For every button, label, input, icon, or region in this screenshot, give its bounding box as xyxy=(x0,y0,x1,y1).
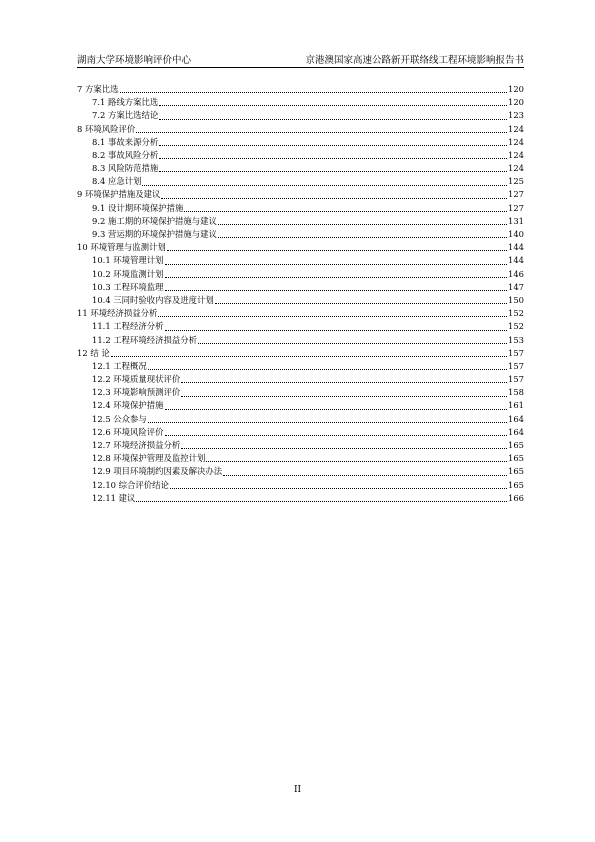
toc-dot-leader xyxy=(159,157,507,159)
toc-section-entry[interactable] xyxy=(77,202,524,215)
toc-chapter-entry[interactable] xyxy=(77,307,524,320)
toc-dot-leader xyxy=(165,408,507,410)
toc-dot-leader xyxy=(198,342,507,344)
toc-dot-leader xyxy=(148,368,507,370)
toc-section-entry[interactable] xyxy=(77,294,524,307)
toc-section-entry[interactable] xyxy=(77,149,524,162)
toc-entry-title: 12.11 建议 xyxy=(92,492,136,503)
toc-section-entry[interactable] xyxy=(77,320,524,333)
toc-dot-leader xyxy=(111,355,507,357)
toc-section-entry[interactable] xyxy=(77,281,524,294)
toc-entry-title: 11 环境经济损益分析 xyxy=(77,308,158,319)
toc-entry-title: 10.3 工程环境监理 xyxy=(92,281,164,292)
toc-dot-leader xyxy=(215,302,507,304)
page-number: II xyxy=(293,785,302,795)
toc-entry-title: 10.4 三同时验收内容及进度计划 xyxy=(92,294,214,305)
toc-entry-page: 125 xyxy=(508,176,524,187)
toc-section-entry[interactable] xyxy=(77,268,524,281)
toc-dot-leader xyxy=(142,184,507,186)
toc-section-entry[interactable] xyxy=(77,439,524,452)
toc-section-entry[interactable] xyxy=(77,334,524,347)
toc-dot-leader xyxy=(136,500,507,502)
toc-entry-page: 166 xyxy=(508,492,524,503)
toc-entry-page: 150 xyxy=(508,294,524,305)
toc-entry-title: 11.1 工程经济分析 xyxy=(92,321,164,332)
toc-entry-page: 124 xyxy=(508,149,524,160)
toc-section-entry[interactable] xyxy=(77,175,524,188)
toc-entry-title: 9.2 施工期的环境保护措施与建议 xyxy=(92,215,217,226)
toc-section-entry[interactable] xyxy=(77,413,524,426)
toc-entry-title: 12.7 环境经济损益分析 xyxy=(92,440,181,451)
toc-section-entry[interactable] xyxy=(77,386,524,399)
toc-chapter-entry[interactable] xyxy=(77,347,524,360)
toc-section-entry[interactable] xyxy=(77,215,524,228)
toc-chapter-entry[interactable] xyxy=(77,83,524,96)
toc-section-entry[interactable] xyxy=(77,465,524,478)
toc-dot-leader xyxy=(148,421,507,423)
toc-section-entry[interactable] xyxy=(77,479,524,492)
table-of-contents xyxy=(77,83,524,505)
toc-entry-title: 9.1 设计期环境保护措施 xyxy=(92,202,184,213)
toc-entry-title: 8.2 事故风险分析 xyxy=(92,149,159,160)
toc-entry-title: 10.1 环境管理计划 xyxy=(92,255,164,266)
toc-entry-title: 12.2 环境质量现状评价 xyxy=(92,374,181,385)
header-left-text: 湖南大学环境影响评价中心 xyxy=(77,55,192,66)
toc-entry-title: 12 结 论 xyxy=(77,347,110,358)
toc-dot-leader xyxy=(165,329,507,331)
toc-dot-leader xyxy=(120,91,508,93)
toc-entry-title: 12.10 综合评价结论 xyxy=(92,479,169,490)
toc-entry-title: 12.9 项目环境制约因素及解决办法 xyxy=(92,466,223,477)
toc-entry-page: 120 xyxy=(508,97,524,108)
toc-section-entry[interactable] xyxy=(77,162,524,175)
toc-entry-title: 7.1 路线方案比选 xyxy=(92,97,159,108)
toc-entry-page: 124 xyxy=(508,123,524,134)
toc-dot-leader xyxy=(184,210,507,212)
toc-entry-page: 140 xyxy=(508,229,524,240)
toc-dot-leader xyxy=(165,276,507,278)
toc-entry-title: 8 环境风险评价 xyxy=(77,123,136,134)
toc-dot-leader xyxy=(136,131,507,133)
toc-entry-page: 161 xyxy=(508,400,524,411)
toc-entry-title: 12.4 环境保护措施 xyxy=(92,400,164,411)
toc-dot-leader xyxy=(170,487,507,489)
toc-entry-title: 8.3 风险防范措施 xyxy=(92,163,159,174)
toc-section-entry[interactable] xyxy=(77,452,524,465)
toc-dot-leader xyxy=(165,263,507,265)
toc-entry-page: 144 xyxy=(508,255,524,266)
toc-entry-page: 124 xyxy=(508,136,524,147)
toc-dot-leader xyxy=(158,315,507,317)
toc-section-entry[interactable] xyxy=(77,400,524,413)
toc-dot-leader xyxy=(223,474,507,476)
toc-section-entry[interactable] xyxy=(77,136,524,149)
toc-entry-page: 157 xyxy=(508,347,524,358)
page-header xyxy=(77,54,524,68)
toc-section-entry[interactable] xyxy=(77,426,524,439)
toc-entry-title: 8.1 事故来源分析 xyxy=(92,136,159,147)
toc-entry-page: 124 xyxy=(508,163,524,174)
toc-entry-page: 164 xyxy=(508,413,524,424)
toc-entry-page: 153 xyxy=(508,334,524,345)
toc-dot-leader xyxy=(159,104,507,106)
toc-entry-page: 131 xyxy=(508,215,524,226)
toc-dot-leader xyxy=(206,460,507,462)
toc-entry-page: 127 xyxy=(508,202,524,213)
toc-entry-page: 120 xyxy=(508,83,524,94)
toc-dot-leader xyxy=(159,144,507,146)
toc-entry-page: 152 xyxy=(508,321,524,332)
toc-dot-leader xyxy=(181,381,507,383)
toc-section-entry[interactable] xyxy=(77,109,524,122)
header-right-text: 京港澳国家高速公路新开联络线工程环境影响报告书 xyxy=(305,55,524,66)
toc-chapter-entry[interactable] xyxy=(77,189,524,202)
toc-entry-title: 12.8 环境保护管理及监控计划 xyxy=(92,453,206,464)
toc-entry-page: 157 xyxy=(508,374,524,385)
toc-entry-page: 158 xyxy=(508,387,524,398)
toc-entry-title: 12.6 环境风险评价 xyxy=(92,426,164,437)
toc-entry-title: 11.2 工程环境经济损益分析 xyxy=(92,334,198,345)
toc-section-entry[interactable] xyxy=(77,373,524,386)
toc-dot-leader xyxy=(161,197,507,199)
toc-chapter-entry[interactable] xyxy=(77,123,524,136)
toc-entry-page: 165 xyxy=(508,479,524,490)
toc-section-entry[interactable] xyxy=(77,228,524,241)
toc-chapter-entry[interactable] xyxy=(77,241,524,254)
toc-section-entry[interactable] xyxy=(77,360,524,373)
toc-entry-title: 8.4 应急计划 xyxy=(92,176,142,187)
toc-section-entry[interactable] xyxy=(77,492,524,505)
toc-entry-title: 12.3 环境影响预测评价 xyxy=(92,387,181,398)
toc-dot-leader xyxy=(181,395,507,397)
toc-entry-page: 123 xyxy=(508,110,524,121)
toc-dot-leader xyxy=(159,118,507,120)
toc-entry-page: 165 xyxy=(508,466,524,477)
toc-entry-title: 10 环境管理与监测计划 xyxy=(77,242,166,253)
toc-entry-page: 152 xyxy=(508,308,524,319)
toc-entry-title: 10.2 环境监测计划 xyxy=(92,268,164,279)
toc-entry-page: 165 xyxy=(508,440,524,451)
toc-dot-leader xyxy=(165,289,507,291)
toc-entry-title: 12.5 公众参与 xyxy=(92,413,147,424)
toc-entry-title: 9.3 营运期的环境保护措施与建议 xyxy=(92,229,217,240)
toc-dot-leader xyxy=(167,249,507,251)
toc-entry-page: 164 xyxy=(508,426,524,437)
toc-entry-page: 147 xyxy=(508,281,524,292)
toc-entry-title: 7.2 方案比选结论 xyxy=(92,110,159,121)
toc-entry-title: 7 方案比选 xyxy=(77,83,119,94)
toc-section-entry[interactable] xyxy=(77,254,524,267)
toc-entry-page: 146 xyxy=(508,268,524,279)
toc-dot-leader xyxy=(159,170,507,172)
toc-entry-page: 144 xyxy=(508,242,524,253)
toc-entry-page: 157 xyxy=(508,360,524,371)
toc-entry-title: 12.1 工程概况 xyxy=(92,360,147,371)
toc-section-entry[interactable] xyxy=(77,96,524,109)
toc-entry-title: 9 环境保护措施及建议 xyxy=(77,189,161,200)
toc-dot-leader xyxy=(165,434,507,436)
toc-dot-leader xyxy=(218,223,507,225)
toc-dot-leader xyxy=(218,236,507,238)
toc-entry-page: 127 xyxy=(508,189,524,200)
toc-dot-leader xyxy=(181,447,507,449)
toc-entry-page: 165 xyxy=(508,453,524,464)
